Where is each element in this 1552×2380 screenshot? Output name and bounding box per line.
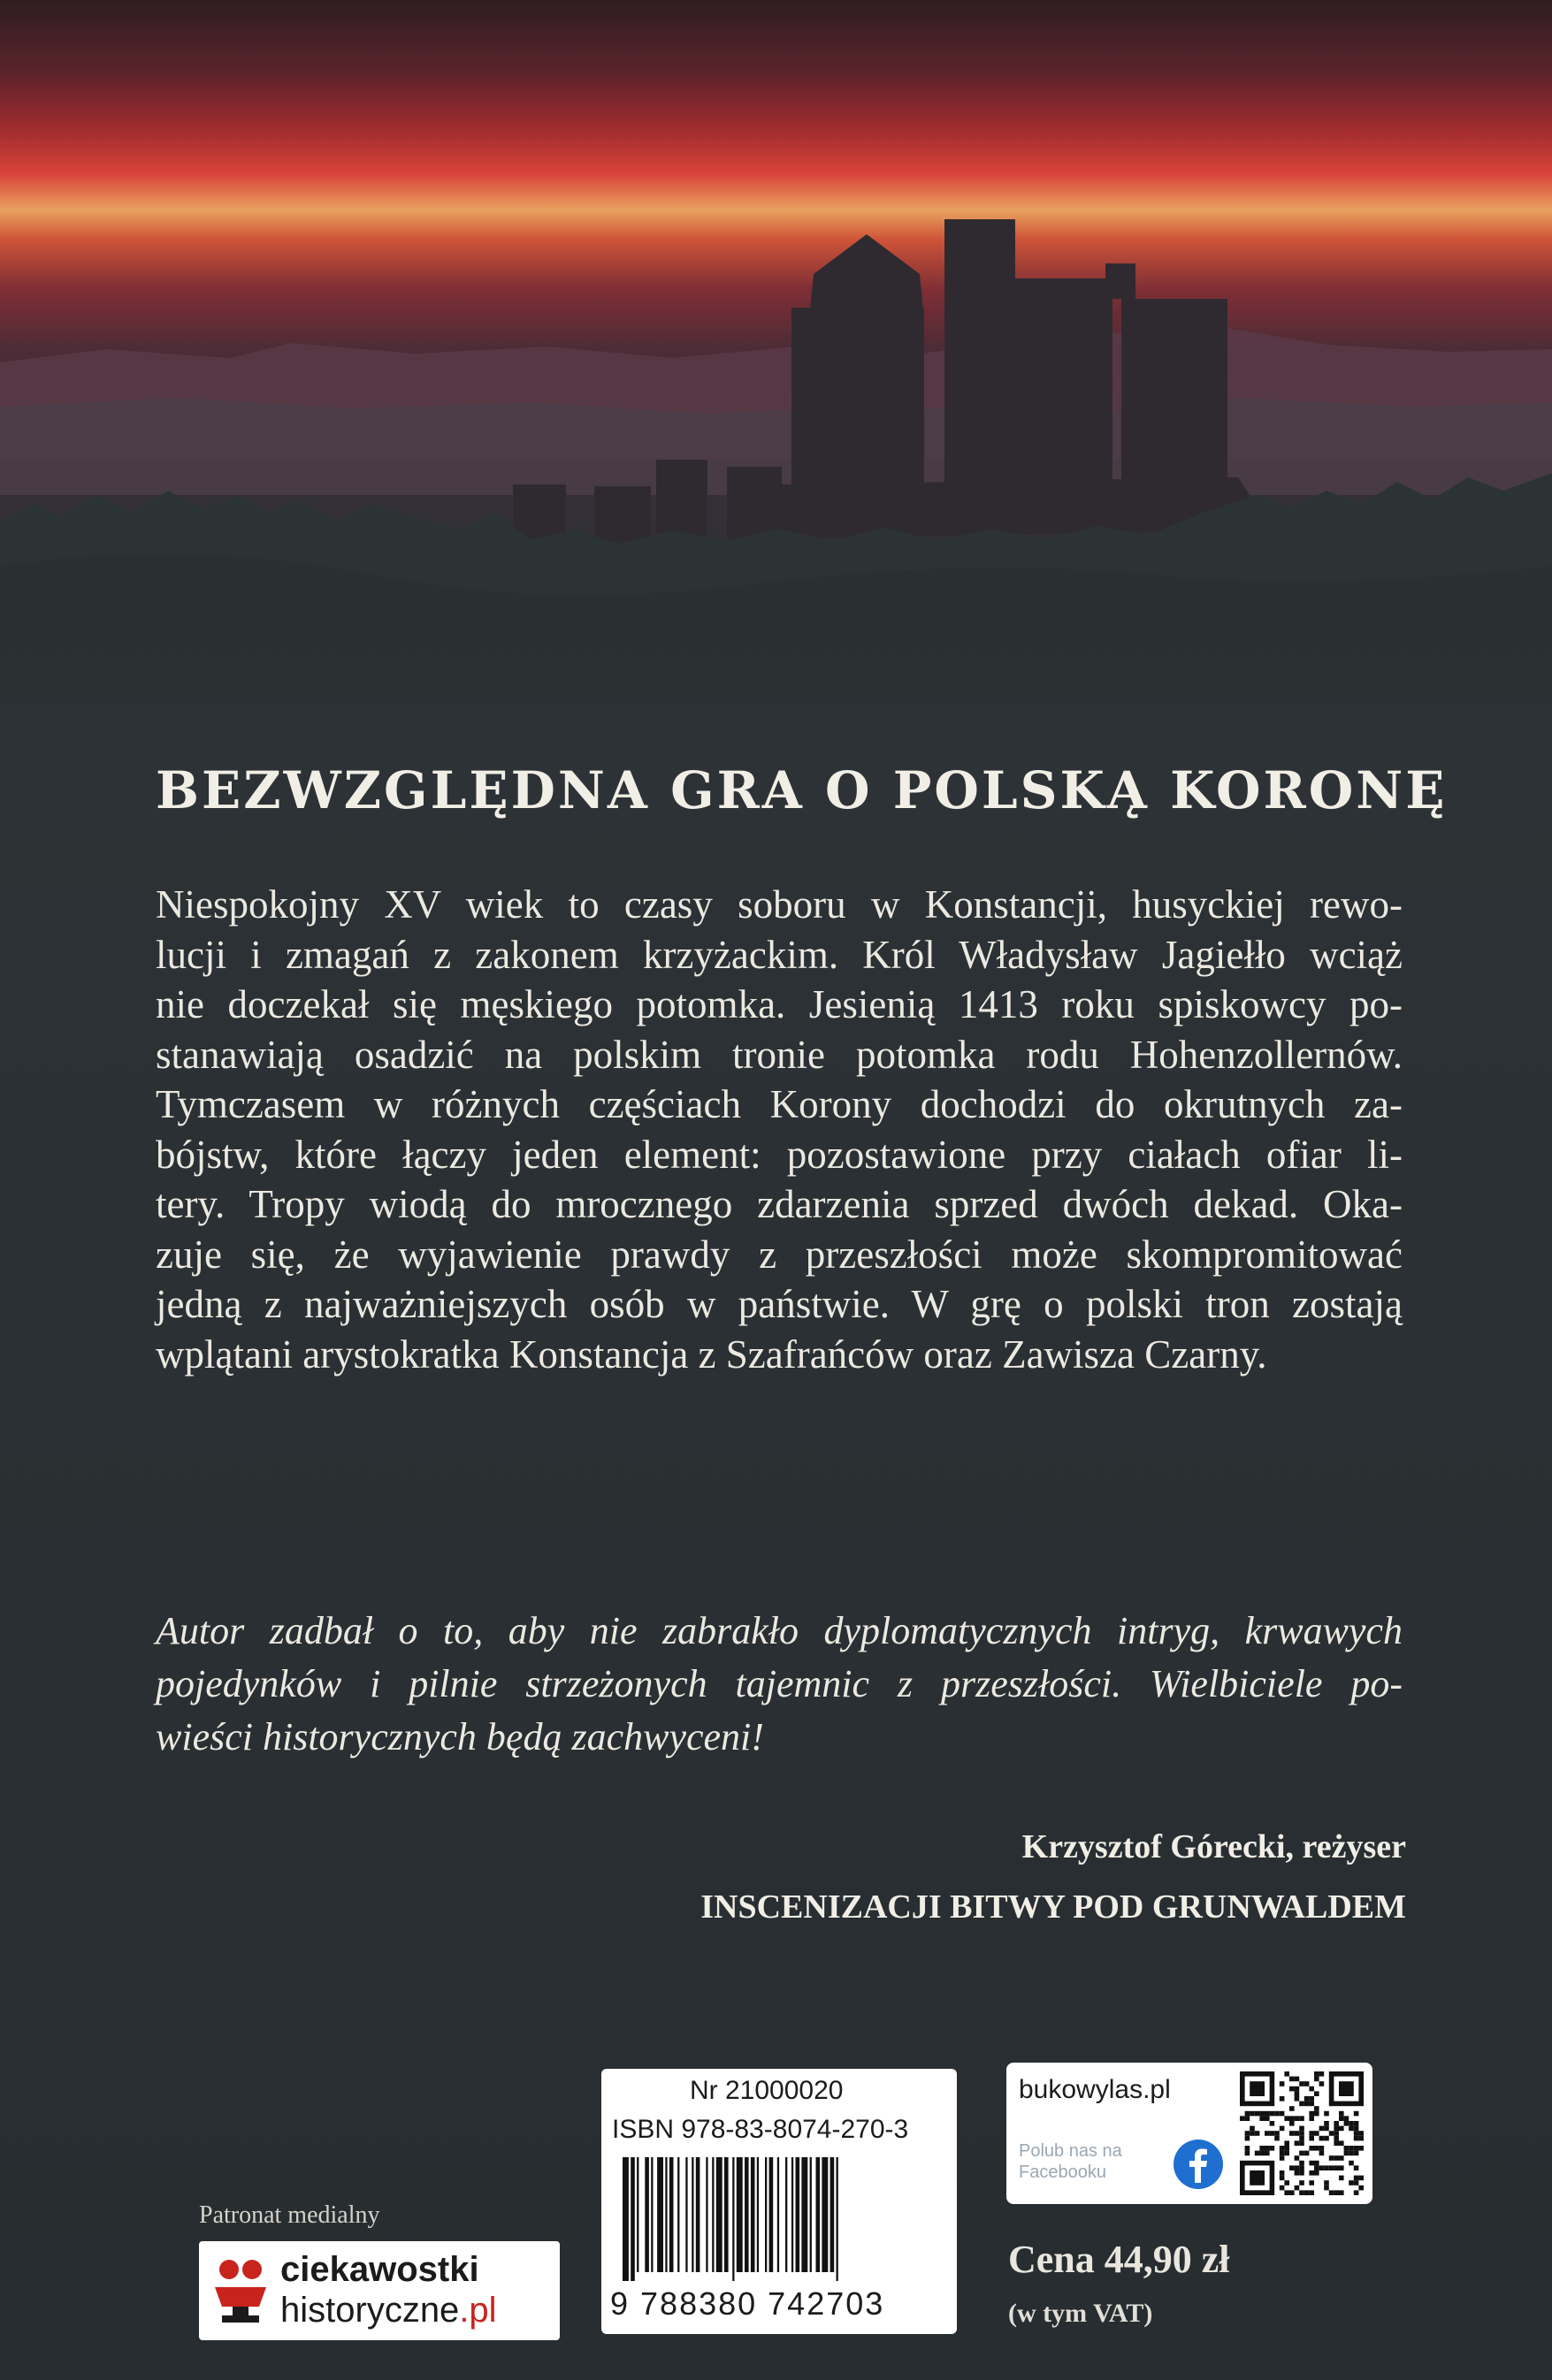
- publisher-url[interactable]: bukowylas.pl: [1019, 2075, 1171, 2104]
- catalog-number: Nr 21000020: [690, 2076, 844, 2105]
- barcode-bar: [757, 2157, 759, 2272]
- blurb-line: nie doczekał się męskiego potomka. Jesienią 1413 roku spiskowcy po-: [156, 982, 1403, 1026]
- barcode-bar: [631, 2157, 635, 2281]
- blurb-line: jedną z najważniejszych osób w państwie. W grę o polski tron zostają: [156, 1282, 1403, 1326]
- barcode-digits: 9 788380 742703: [610, 2285, 885, 2322]
- logo-line-2-text: historyczne: [280, 2291, 460, 2330]
- logo-mark-icon: [210, 2257, 271, 2324]
- qr-code-icon[interactable]: [1240, 2071, 1364, 2195]
- barcode-bar: [737, 2157, 743, 2272]
- quote-attribution: [700, 1817, 1406, 1937]
- blurb-line: wplątani arystokratka Konstancja z Szafrańców oraz Zawisza Czarny.: [156, 1331, 1267, 1377]
- barcode-bar: [732, 2157, 734, 2281]
- barcode-bar: [685, 2157, 687, 2272]
- logo-line-2: [280, 2291, 497, 2330]
- attribution-role: INSCENIZACJI BITWY POD GRUNWALDEM: [700, 1888, 1406, 1926]
- barcode-bar: [822, 2157, 828, 2272]
- facebook-icon[interactable]: [1173, 2139, 1224, 2190]
- vat-note: (w tym VAT): [1008, 2299, 1153, 2328]
- barcode-bars: [619, 2157, 939, 2281]
- barcode-bar: [665, 2157, 667, 2272]
- barcode-bar: [651, 2157, 653, 2272]
- headline: BEZWZGLĘDNA GRA O POLSKĄ KORONĘ: [156, 760, 1448, 820]
- barcode-bar: [816, 2157, 821, 2272]
- patron-logo: [199, 2241, 560, 2340]
- blurb-line: lucji i zmagań z zakonem krzyżackim. Król Władysław Jagiełło wciąż: [156, 932, 1403, 977]
- barcode-bar: [716, 2157, 722, 2272]
- barcode-bar: [669, 2157, 674, 2272]
- quote-line: Autor zadbał o to, aby nie zabrakło dyplomatycznych intryg, krwawych: [156, 1609, 1403, 1652]
- barcode-bar: [645, 2157, 649, 2272]
- facebook-text: Polub nas na Facebooku: [1019, 2141, 1122, 2182]
- quote-line: wieści historycznych będą zachwyceni!: [156, 1715, 764, 1758]
- barcode-bar: [623, 2157, 629, 2281]
- barcode-bar: [696, 2157, 700, 2272]
- barcode-bar: [745, 2157, 749, 2272]
- attribution-name: Krzysztof Górecki, reżyser: [1021, 1828, 1406, 1865]
- barcode-bar: [777, 2157, 779, 2272]
- review-quote: [156, 1605, 1403, 1764]
- barcode-bar: [801, 2157, 807, 2272]
- patronage-label: Patronat medialny: [199, 2201, 380, 2229]
- publisher-web-box: [1006, 2063, 1372, 2204]
- cover-photo-castle-sunset: [0, 0, 1552, 725]
- isbn-text: ISBN 978-83-8074-270-3: [612, 2115, 909, 2144]
- barcode-label: [601, 2069, 957, 2334]
- barcode-bar: [769, 2157, 774, 2272]
- blurb-line: tery. Tropy wiodą do mrocznego zdarzenia sprzed dwóch dekad. Oka-: [156, 1182, 1403, 1226]
- barcode-bar: [692, 2157, 693, 2272]
- logo-domain: .pl: [459, 2291, 497, 2330]
- blurb-line: stanawiają osadzić na polskim tronie potomka rodu Hohenzollernów.: [156, 1032, 1403, 1077]
- barcode-bar: [706, 2157, 707, 2272]
- barcode-bar: [712, 2157, 714, 2272]
- barcode-bar: [765, 2157, 767, 2272]
- blurb-line: Tymczasem w różnych częściach Korony dochodzi do okrutnych za-: [156, 1082, 1403, 1126]
- barcode-bar: [796, 2157, 800, 2272]
- barcode-bar: [657, 2157, 663, 2272]
- barcode-bar: [637, 2157, 638, 2272]
- blurb-line: Niespokojny XV wiek to czasy soboru w Konstancji, husyckiej rewo-: [156, 882, 1403, 927]
- blurb-line: bójstw, które łączy jeden element: pozostawione przy ciałach ofiar li-: [156, 1132, 1403, 1177]
- quote-line: pojedynków i pilnie strzeżonych tajemnic z przeszłości. Wielbiciele po-: [156, 1662, 1403, 1705]
- logo-line-1: ciekawostki: [280, 2250, 479, 2289]
- barcode-bar: [677, 2157, 679, 2272]
- blurb-line: zuje się, że wyjawienie prawdy z przeszłości może skompromitować: [156, 1232, 1403, 1277]
- barcode-bar: [791, 2157, 793, 2272]
- barcode-bar: [810, 2157, 812, 2272]
- price: Cena 44,90 zł: [1008, 2238, 1230, 2281]
- barcode-bar: [785, 2157, 787, 2272]
- barcode-bar: [837, 2157, 838, 2281]
- blurb-paragraph: [156, 880, 1403, 1379]
- barcode-bar: [830, 2157, 835, 2272]
- barcode-bar: [751, 2157, 755, 2272]
- barcode-bar: [724, 2157, 729, 2272]
